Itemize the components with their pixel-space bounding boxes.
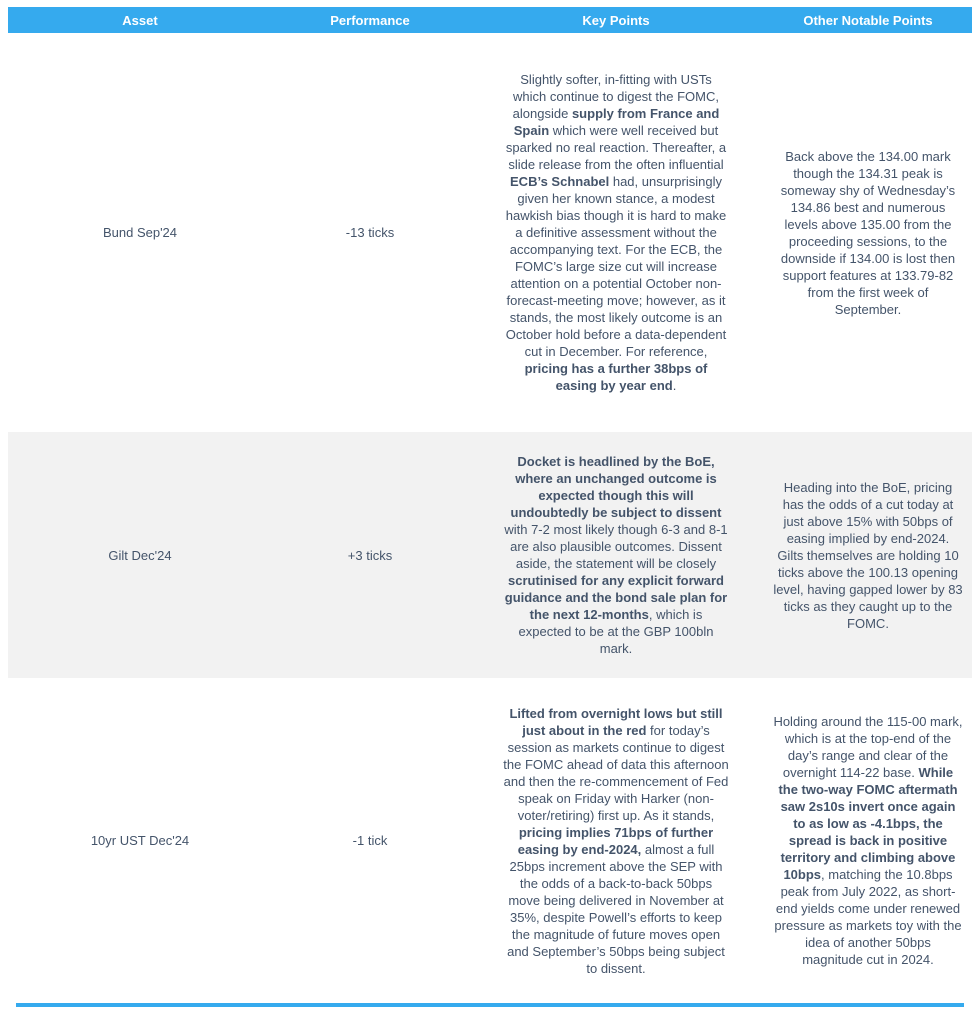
key-points-text: Docket is headlined by the BoE, where an unchanged outcome is expected though this will undoubtedly be subject to dissent with 7-2 most likely though 6-3 and 8-1 are also plausible outcomes. Dissent aside, the statement will be closely scrutinised for any explicit forward guidance and the bond sale plan for the next 12-months, which is expected to be at the GBP 100bln mark. xyxy=(468,432,764,678)
column-header-key-points: Key Points xyxy=(468,7,764,33)
other-notable-points-text: Back above the 134.00 mark though the 134.31 peak is someway shy of Wednesday’s 134.86 best and numerous levels above 135.00 from the proceeding sessions, to the downside if 134.00 is lost then support features at 133.79-82 from the first week of September. xyxy=(764,33,972,432)
asset-summary-table xyxy=(8,7,972,1003)
table-row-gilt xyxy=(8,432,972,678)
asset-name: Bund Sep'24 xyxy=(8,33,272,432)
table-header-row xyxy=(8,7,972,33)
other-notable-points-text: Holding around the 115-00 mark, which is at the top-end of the day’s range and clear of the overnight 114-22 base. While the two-way FOMC aftermath saw 2s10s invert once again to as low as -4.1bps, the spread is back in positive territory and climbing above 10bps, matching the 10.8bps peak from July 2022, as short-end yields come under renewed pressure as markets toy with the idea of another 50bps magnitude cut in 2024. xyxy=(764,678,972,1003)
column-header-other-notable-points: Other Notable Points xyxy=(764,7,972,33)
key-points-text: Slightly softer, in-fitting with USTs which continue to digest the FOMC, alongside supply from France and Spain which were well received but sparked no real reaction. Thereafter, a slide release from the often influential ECB’s Schnabel had, unsurprisingly given her known stance, a modest hawkish bias though it is hard to make a definitive assessment without the accompanying text. For the ECB, the FOMC’s large size cut will increase attention on a potential October non-forecast-meeting move; however, as it stands, the most likely outcome is an October hold before a data-dependent cut in December. For reference, pricing has a further 38bps of easing by year end. xyxy=(468,33,764,432)
performance-value: +3 ticks xyxy=(272,432,468,678)
other-notable-points-text: Heading into the BoE, pricing has the odds of a cut today at just above 15% with 50bps of easing implied by end-2024. Gilts themselves are holding 10 ticks above the 100.13 opening level, having gapped lower by 83 ticks as they caught up to the FOMC. xyxy=(764,432,972,678)
key-points-text: Lifted from overnight lows but still just about in the red for today’s session as markets continue to digest the FOMC ahead of data this afternoon and then the re-commencement of Fed speak on Friday with Harker (non-voter/retiring) first up. As it stands, pricing implies 71bps of further easing by end-2024, almost a full 25bps increment above the SEP with the odds of a back-to-back 50bps move being delivered in November at 35%, despite Powell’s efforts to keep the magnitude of future moves open and September’s 50bps being subject to dissent. xyxy=(468,678,764,1003)
table-row-bund xyxy=(8,33,972,432)
bottom-divider-rule xyxy=(16,1003,964,1007)
table-row-10yr-ust xyxy=(8,678,972,1003)
performance-value: -1 tick xyxy=(272,678,468,1003)
performance-value: -13 ticks xyxy=(272,33,468,432)
asset-name: Gilt Dec'24 xyxy=(8,432,272,678)
column-header-asset: Asset xyxy=(8,7,272,33)
column-header-performance: Performance xyxy=(272,7,468,33)
asset-name: 10yr UST Dec'24 xyxy=(8,678,272,1003)
